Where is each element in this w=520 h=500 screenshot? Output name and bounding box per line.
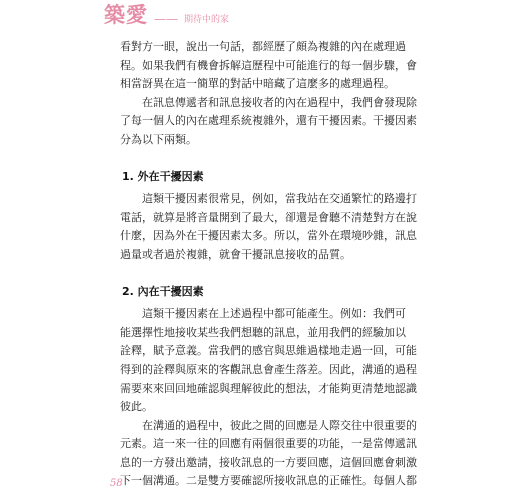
paragraph-line: 下一個溝通。二是雙方要確認所接收訊息的正確性。每個人都 — [120, 474, 417, 488]
paragraph-line: 詮釋，賦予意義。當我們的感官與思維過樣地走過一回，可能 — [120, 344, 417, 358]
section-heading-internal: 2. 內在干擾因素 — [122, 284, 204, 298]
paragraph-1 — [120, 38, 416, 94]
paragraph-line: 過量或者過於複雜，就會干擾訊息接收的品質。 — [120, 247, 351, 261]
paragraph-line: 元素。這一來一往的回應有兩個很重要的功能，一是當傳遞訊 — [120, 437, 417, 451]
paragraph-line: 息的一方發出邀請，接收訊息的一方要回應，這個回應會刺激 — [120, 455, 417, 469]
paragraph-3 — [120, 190, 416, 264]
body-text — [120, 38, 416, 491]
paragraph-line: 電話，就算是將音量開到了最大，卻還是會聽不清楚對方在說 — [120, 210, 417, 224]
paragraph-line: 什麼，因為外在干擾因素太多。所以，當外在環境吵雜，訊息 — [120, 229, 417, 243]
paragraph-5 — [120, 417, 416, 491]
paragraph-line: 能選擇性地接收某些我們想聽的訊息，並用我們的經驗加以 — [120, 325, 406, 339]
paragraph-line: 看對方一眼，說出一句話，都經歷了頗為複雜的內在處理過 — [120, 40, 406, 53]
paragraph-line: 分為以下兩類。 — [120, 132, 197, 146]
paragraph-line: 程。如果我們有機會拆解這歷程中可能進行的每一個步驟，會 — [120, 58, 417, 72]
paragraph-line: 彼此。 — [120, 400, 153, 414]
page-number: 58 — [110, 478, 123, 489]
paragraph-line: 在溝通的過程中，彼此之間的回應是人際交往中很重要的 — [142, 418, 417, 432]
paragraph-line: 需要來來回回地確認與理解彼此的想法，才能夠更清楚地認識 — [120, 381, 417, 395]
header-subtitle: 期待中的家 — [184, 15, 230, 25]
paragraph-line: 這類干擾因素很常見，例如，當我站在交通繁忙的路邊打 — [142, 192, 417, 206]
paragraph-line: 得到的詮釋與原來的客觀訊息會產生落差。因此，溝通的過程 — [120, 362, 417, 376]
running-header — [104, 4, 229, 26]
paragraph-line: 相當訝異在這一簡單的對話中暗藏了這麼多的處理過程。 — [120, 77, 395, 91]
section-gap — [120, 150, 416, 168]
paragraph-line: 在訊息傳遞者和訊息接收者的內在過程中，我們會發現除 — [142, 95, 417, 109]
section-gap — [120, 265, 416, 283]
header-brand: 築愛 — [104, 2, 148, 27]
section-heading-external: 1. 外在干擾因素 — [122, 169, 204, 183]
paragraph-line: 這類干擾因素在上述過程中都可能產生。例如：我們可 — [142, 307, 406, 321]
paragraph-2 — [120, 94, 416, 150]
header-dash: —— — [154, 12, 178, 26]
paragraph-line: 了每一個人的內在處理系統複雜外，還有干擾因素。干擾因素 — [120, 114, 417, 128]
paragraph-4 — [120, 305, 416, 417]
